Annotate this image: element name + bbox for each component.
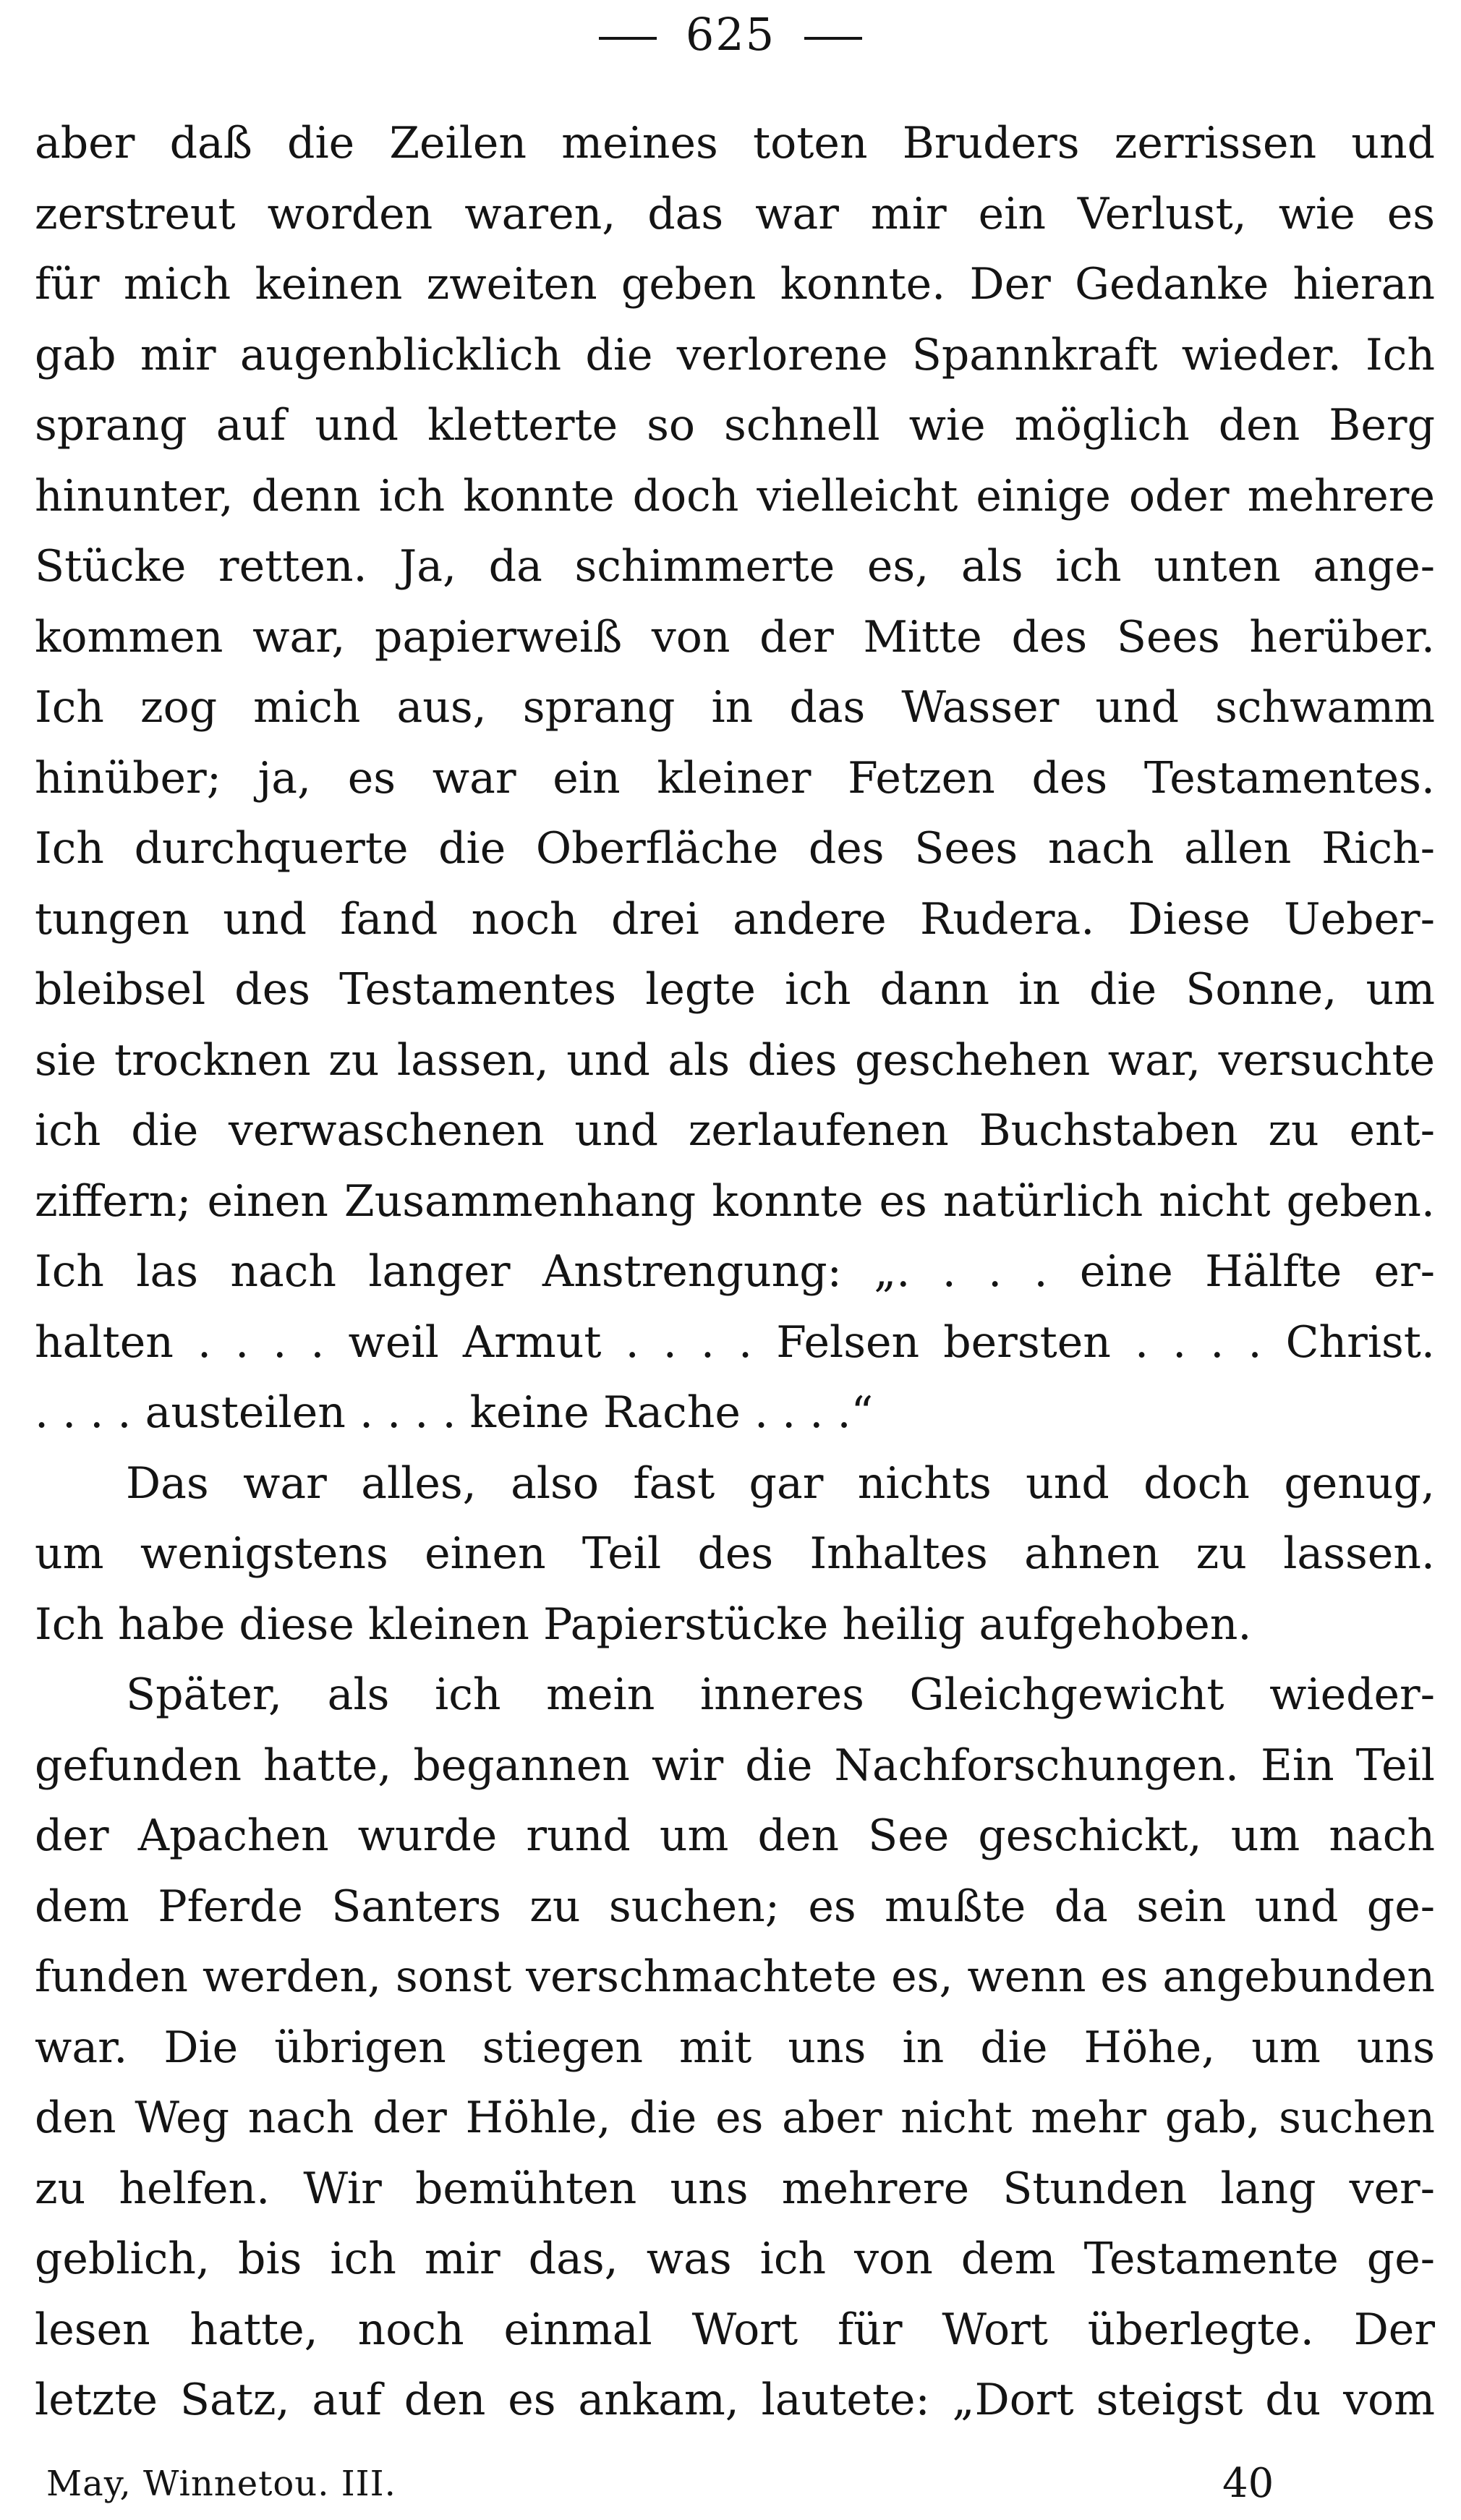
text-line: für mich keinen zweiten geben konnte. Der Gedanke hieran xyxy=(35,259,1435,310)
page-footer xyxy=(0,2455,1461,2513)
text-line: Stücke retten. Ja, da schimmerte es, als ich unten ange- xyxy=(35,541,1435,592)
text-line: ich die verwaschenen und zerlaufenen Buchstaben zu ent- xyxy=(35,1105,1435,1156)
text-line: lesen hatte, noch einmal Wort für Wort überlegte. Der xyxy=(35,2304,1435,2355)
text-line: sie trocknen zu lassen, und als dies geschehen war, versuchte xyxy=(35,1034,1435,1086)
text-line: hinunter, denn ich konnte doch vielleicht einige oder mehrere xyxy=(35,470,1435,522)
text-line: um wenigstens einen Teil des Inhaltes ahnen zu lassen. xyxy=(35,1528,1435,1579)
text-line: zerstreut worden waren, das war mir ein Verlust, wie es xyxy=(35,188,1435,239)
text-line: Ich durchquerte die Oberfläche des Sees nach allen Rich- xyxy=(35,823,1435,874)
text-line: der Apachen wurde rund um den See geschickt, um nach xyxy=(35,1810,1435,1861)
text-line: tungen und fand noch drei andere Rudera. Diese Ueber- xyxy=(35,893,1435,945)
text-line: Später, als ich mein inneres Gleichgewicht wieder- xyxy=(126,1669,1435,1720)
body-text xyxy=(35,108,1435,2436)
text-line: geblich, bis ich mir das, was ich von dem Testamente ge- xyxy=(35,2234,1435,2284)
text-line: bleibsel des Testamentes legte ich dann in die Sonne, um xyxy=(35,964,1435,1015)
header-dash-right xyxy=(804,37,862,40)
text-line: Ich zog mich aus, sprang in das Wasser und schwamm xyxy=(35,682,1435,733)
signature-mark: May, Winnetou. III. xyxy=(46,2464,396,2504)
text-line: gab mir augenblicklich die verlorene Spannkraft wieder. Ich xyxy=(35,329,1435,380)
text-line: Ich las nach langer Anstrengung: „. . . . eine Hälfte er- xyxy=(35,1246,1435,1297)
text-line: ziffern; einen Zusammenhang konnte es natürlich nicht geben. xyxy=(35,1175,1435,1227)
text-line: aber daß die Zeilen meines toten Bruders zerrissen und xyxy=(35,118,1435,169)
text-line: Das war alles, also fast gar nichts und doch genug, xyxy=(126,1457,1435,1509)
text-line: den Weg nach der Höhle, die es aber nicht mehr gab, suchen xyxy=(35,2093,1435,2143)
text-line: sprang auf und kletterte so schnell wie möglich den Berg xyxy=(35,400,1435,451)
text-line: halten . . . . weil Armut . . . . Felsen bersten . . . . Christ. xyxy=(35,1316,1435,1368)
sheet-number: 40 xyxy=(1222,2460,1274,2507)
text-line: dem Pferde Santers zu suchen; es mußte da sein und ge- xyxy=(35,1881,1435,1932)
text-line: kommen war, papierweiß von der Mitte des Sees herüber. xyxy=(35,611,1435,663)
text-line: letzte Satz, auf den es ankam, lautete: „Dort steigst du vom xyxy=(35,2375,1435,2425)
page-number: 625 xyxy=(685,8,776,61)
text-line: funden werden, sonst verschmachtete es, wenn es angebunden xyxy=(35,1951,1435,2002)
header-dash-left xyxy=(599,37,657,40)
text-line: Ich habe diese kleinen Papierstücke heilig aufgehoben. xyxy=(35,1599,1252,1650)
text-line: gefunden hatte, begannen wir die Nachforschungen. Ein Teil xyxy=(35,1740,1435,1791)
text-line: . . . . austeilen . . . . keine Rache . . . .“ xyxy=(35,1387,874,1438)
text-line: hinüber; ja, es war ein kleiner Fetzen des Testamentes. xyxy=(35,752,1435,804)
page-header xyxy=(0,6,1461,64)
text-line: war. Die übrigen stiegen mit uns in die Höhe, um uns xyxy=(35,2022,1435,2073)
text-line: zu helfen. Wir bemühten uns mehrere Stunden lang ver- xyxy=(35,2163,1435,2214)
